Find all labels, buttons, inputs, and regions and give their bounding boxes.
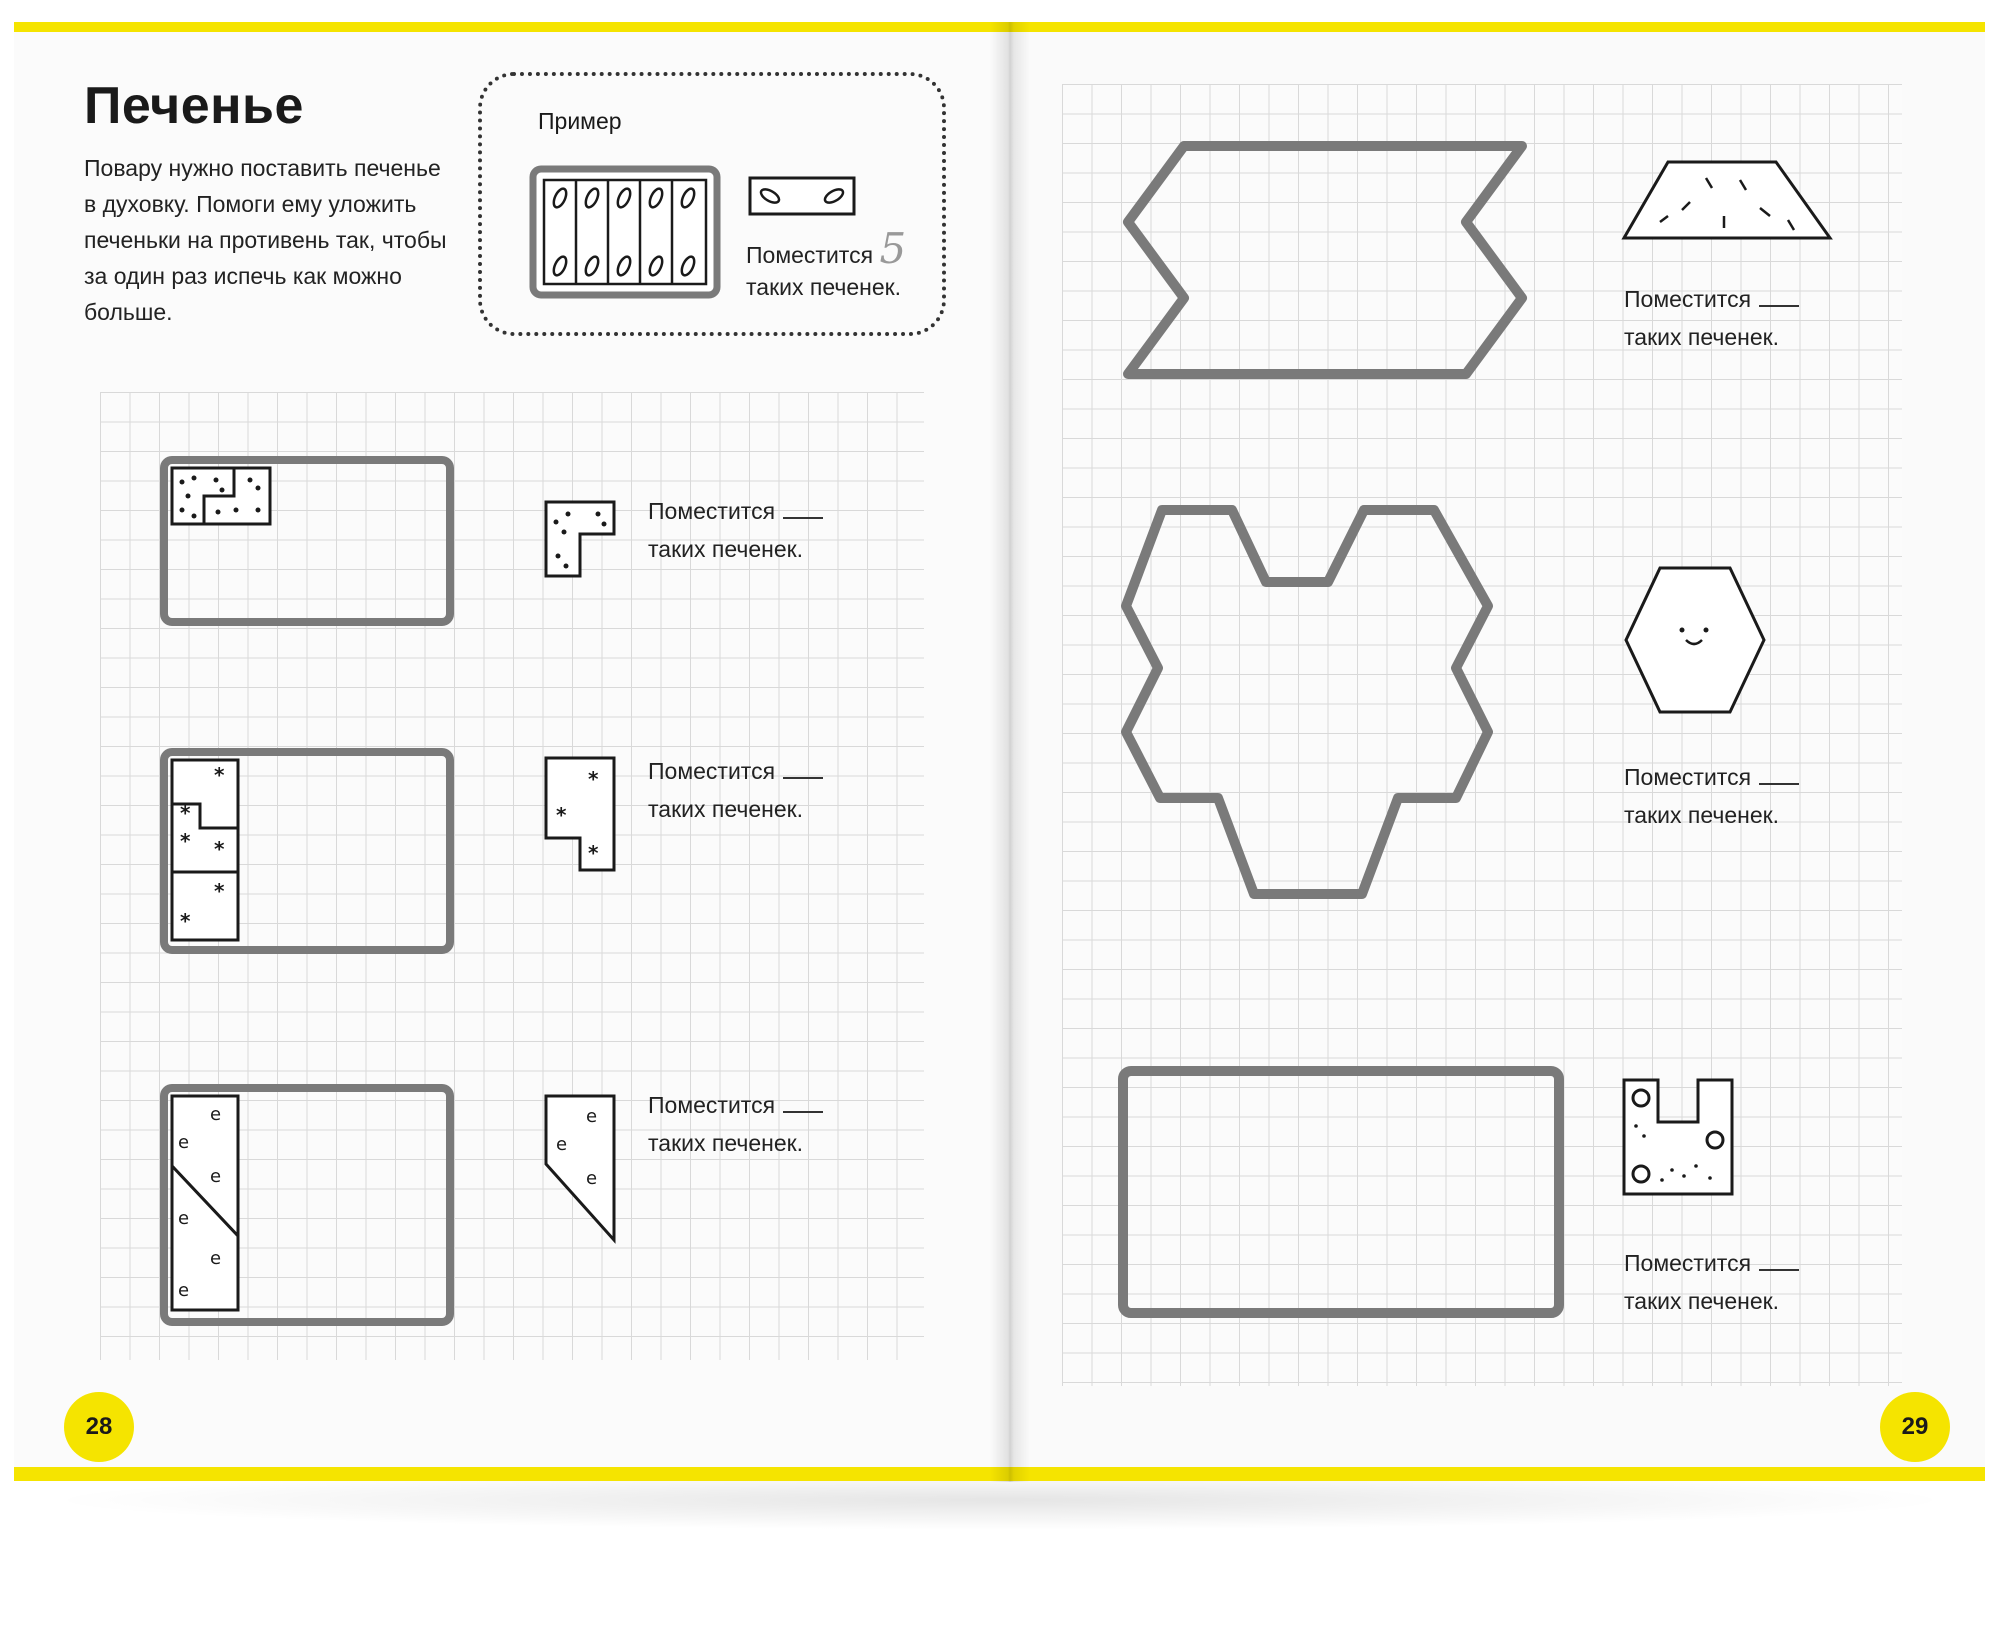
svg-text:*: * [588, 841, 599, 865]
fits-prefix: Поместится [648, 758, 776, 784]
svg-text:e: e [210, 1166, 222, 1187]
fits-prefix: Поместится [1624, 1250, 1752, 1276]
exercise-1-suffix: таких печенек. [648, 536, 804, 562]
tray-2 [160, 748, 454, 954]
banner-tray [1118, 138, 1532, 388]
svg-text:e: e [178, 1208, 190, 1229]
answer-blank[interactable] [783, 517, 823, 519]
fits-prefix: Поместится [648, 1092, 776, 1118]
right-exercise-1-fits [1624, 280, 1799, 318]
fits-prefix: Поместится [648, 498, 776, 524]
star-cookie-icon [544, 756, 616, 872]
exercise-3-suffix: таких печенек. [648, 1130, 804, 1156]
svg-text:e: e [586, 1168, 598, 1189]
fits-prefix: Поместится [746, 242, 874, 268]
right-exercise-2-fits [1624, 758, 1799, 796]
svg-text:*: * [556, 803, 567, 827]
page-title: Печенье [84, 77, 304, 135]
fits-prefix: Поместится [1624, 286, 1752, 312]
leaf-cookie-icon [748, 176, 856, 216]
answer-blank[interactable] [1759, 783, 1799, 785]
right-exercise-3-fits [1624, 1244, 1799, 1282]
rectangle-tray [1118, 1066, 1564, 1318]
exercise-3-fits [648, 1086, 823, 1124]
bear-tray [1118, 502, 1498, 902]
svg-text:*: * [588, 767, 599, 791]
exercise-1-fits [648, 492, 823, 530]
exercise-2-suffix: таких печенек. [648, 796, 804, 822]
answer-blank[interactable] [1759, 305, 1799, 307]
svg-text:e: e [586, 1106, 598, 1127]
svg-text:e: e [556, 1134, 568, 1155]
example-tray [530, 166, 720, 298]
svg-text:e: e [210, 1248, 222, 1269]
page-number-left: 28 [64, 1392, 134, 1462]
swirl-cookie-icon [544, 1094, 616, 1244]
triangle-cookie-icon [1620, 158, 1834, 242]
fits-prefix: Поместится [1624, 764, 1752, 790]
example-label: Пример [538, 108, 622, 134]
answer-blank[interactable] [783, 1111, 823, 1113]
svg-text:*: * [180, 829, 191, 853]
tray-1 [160, 456, 454, 626]
svg-text:*: * [180, 801, 191, 825]
example-fits-suffix: таких печенек. [746, 274, 902, 300]
svg-text:*: * [180, 909, 191, 933]
svg-text:e: e [178, 1280, 190, 1301]
tray-3 [160, 1084, 454, 1326]
right-exercise-3-suffix: таких печенек. [1624, 1288, 1780, 1314]
instructions-text: Повару нужно поставить печенье в духовку. Помоги ему уложить печеньки на противень так, чтобы за один раз испечь как можно больше. [84, 155, 447, 325]
exercise-2-fits [648, 752, 823, 790]
svg-text:*: * [214, 763, 225, 787]
answer-blank[interactable] [1759, 1269, 1799, 1271]
dotted-cookie-icon [544, 500, 616, 578]
u-cookie-icon [1622, 1078, 1734, 1196]
example-answer: 5 [879, 224, 907, 273]
svg-text:e: e [178, 1132, 190, 1153]
svg-text:*: * [214, 837, 225, 861]
answer-blank[interactable] [783, 777, 823, 779]
svg-text:e: e [210, 1104, 222, 1125]
svg-text:*: * [214, 879, 225, 903]
hexagon-cookie-icon [1622, 564, 1768, 716]
right-exercise-1-suffix: таких печенек. [1624, 324, 1780, 350]
right-exercise-2-suffix: таких печенек. [1624, 802, 1780, 828]
page-number-right: 29 [1880, 1392, 1950, 1462]
